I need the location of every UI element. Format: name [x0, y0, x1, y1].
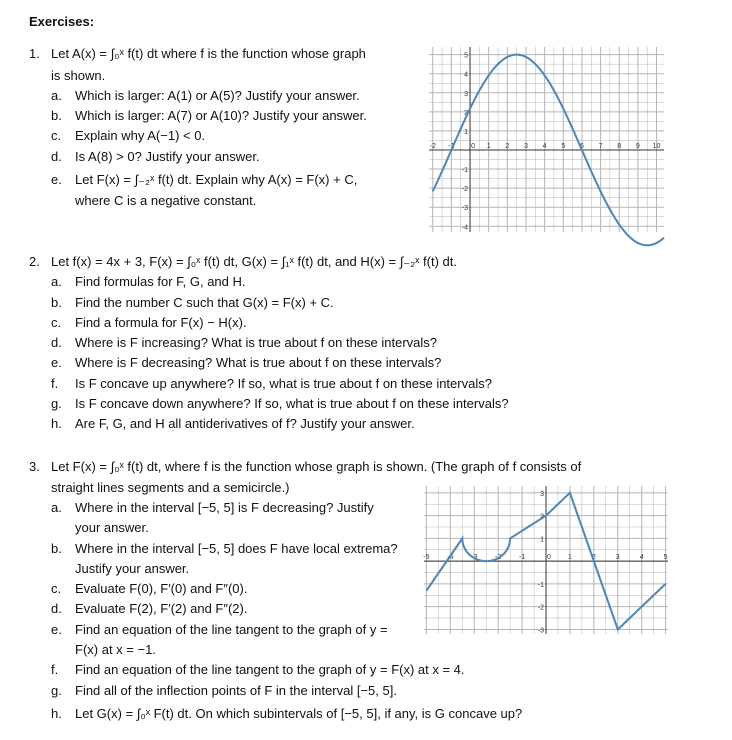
x-tick-label: -1: [448, 142, 455, 150]
ex3-item-text: Find all of the inflection points of F in the interval [−5, 5].: [75, 683, 397, 698]
ex3-item-label: b.: [51, 541, 62, 556]
ex2-item-label: f.: [51, 376, 59, 391]
y-tick-label: 4: [464, 71, 469, 79]
ex1-item-text: Is A(8) > 0? Justify your answer.: [75, 149, 260, 164]
ex2-item-text: Is F concave up anywhere? If so, what is true about f on these intervals?: [75, 376, 492, 391]
ex3-intro-line2: straight lines segments and a semicircle.): [51, 480, 290, 495]
y-tick-label: -2: [461, 186, 469, 194]
x-tick-label: 4: [542, 142, 547, 150]
ex2-item-label: b.: [51, 295, 62, 310]
x-tick-label: -1: [518, 554, 526, 562]
ex3-number: 3.: [29, 459, 40, 474]
x-tick-label: 4: [639, 554, 644, 562]
ex3-item-label: a.: [51, 500, 62, 515]
ex2-item-text: Is F concave down anywhere? If so, what is true about f on these intervals?: [75, 396, 509, 411]
ex3-item-e-continuation: F(x) at x = −1.: [75, 642, 156, 657]
ex3-item-text: Find an equation of the line tangent to the graph of y =: [75, 622, 388, 637]
ex2-item-text: Are F, G, and H all antiderivatives of f? Justify your answer.: [75, 416, 415, 431]
ex2-item-text: Where is F increasing? What is true about f on these intervals?: [75, 335, 438, 350]
x-tick-label: 7: [598, 142, 603, 150]
ex2-item-text: Find the number C such that G(x) = F(x) + C.: [75, 295, 334, 310]
ex3-item-text: Where in the interval [−5, 5] is F decreasing? Justify: [75, 500, 374, 515]
y-tick-label: 5: [464, 52, 469, 60]
x-tick-label: 1: [567, 554, 572, 562]
ex2-item-label: c.: [51, 315, 62, 330]
ex2-item-label: g.: [51, 396, 62, 411]
y-tick-label: 1: [464, 128, 469, 136]
x-tick-label: 8: [617, 142, 622, 150]
y-tick-label: 3: [464, 90, 469, 98]
ex3-intro-line1: Let F(x) = ∫₀ˣ f(t) dt, where f is the function whose graph is shown. (The graph of f consists of: [51, 459, 582, 474]
ex2-item-label: d.: [51, 335, 62, 350]
y-tick-label: -4: [461, 224, 469, 232]
x-tick-label: -3: [471, 554, 478, 562]
y-tick-label: -3: [537, 627, 544, 635]
ex1-function-graph: [429, 47, 664, 232]
ex3-item-label: f.: [51, 662, 59, 677]
ex1-item-text: Which is larger: A(7) or A(10)? Justify your answer.: [75, 108, 367, 123]
x-tick-label: -2: [495, 554, 502, 562]
ex2-item-label: e.: [51, 355, 62, 370]
ex2-item-text: Find a formula for F(x) − H(x).: [75, 315, 247, 330]
ex2-item-label: a.: [51, 274, 62, 289]
ex1-intro-line2: is shown.: [51, 68, 106, 83]
ex1-item-text: Which is larger: A(1) or A(5)? Justify your answer.: [75, 88, 360, 103]
ex2-item-label: h.: [51, 416, 62, 431]
ex3-item-a-continuation: your answer.: [75, 520, 149, 535]
ex3-item-text: Let G(x) = ∫₀ˣ F(t) dt. On which subintervals of [−5, 5], if any, is G concave up?: [75, 706, 523, 721]
x-tick-label: 9: [635, 142, 640, 150]
y-tick-label: -2: [537, 604, 544, 612]
x-tick-label: -5: [423, 554, 430, 562]
x-tick-label: -4: [447, 554, 454, 562]
page-title: Exercises:: [29, 14, 95, 29]
ex3-item-text: Evaluate F(2), F′(2) and F″(2).: [75, 601, 248, 616]
ex2-number: 2.: [29, 254, 40, 269]
ex2-item-text: Find formulas for F, G, and H.: [75, 274, 246, 289]
y-tick-label: -1: [537, 581, 544, 589]
ex1-item-label: e.: [51, 172, 62, 187]
x-tick-label: 10: [652, 142, 661, 150]
y-tick-label: 2: [464, 109, 469, 117]
ex1-item-label: a.: [51, 88, 62, 103]
x-tick-label: 0: [547, 554, 551, 562]
x-tick-label: -2: [429, 142, 436, 150]
y-tick-label: 3: [540, 490, 544, 498]
x-tick-label: 3: [615, 554, 620, 562]
ex3-function-graph: [424, 486, 668, 634]
ex1-number: 1.: [29, 46, 40, 61]
graph2-tick-labels: [423, 491, 667, 635]
x-tick-label: 2: [505, 142, 510, 150]
x-tick-label: 1: [486, 142, 491, 150]
ex2-item-text: Where is F decreasing? What is true about f on these intervals?: [75, 355, 442, 370]
ex3-item-label: g.: [51, 683, 62, 698]
x-tick-label: 5: [663, 554, 668, 562]
ex3-item-text: Where in the interval [−5, 5] does F have local extrema?: [75, 541, 398, 556]
ex1-item-label: c.: [51, 128, 62, 143]
y-tick-label: -3: [461, 205, 469, 213]
ex1-item-e-continuation: where C is a negative constant.: [75, 193, 257, 208]
ex1-item-text: Let F(x) = ∫₋₂ˣ f(t) dt. Explain why A(x) = F(x) + C,: [75, 172, 358, 187]
x-tick-label: 3: [524, 142, 528, 150]
graph2-axes: [424, 486, 668, 634]
ex3-item-text: Evaluate F(0), F′(0) and F″(0).: [75, 581, 248, 596]
ex2-intro: Let f(x) = 4x + 3, F(x) = ∫₀ˣ f(t) dt, G(x) = ∫₁ˣ f(t) dt, and H(x) = ∫₋₂ˣ f(t) dt.: [51, 254, 458, 269]
x-tick-label: 2: [591, 554, 596, 562]
ex1-intro-line1: Let A(x) = ∫₀ˣ f(t) dt where f is the function whose graph: [51, 46, 366, 61]
y-tick-label: -1: [461, 167, 469, 175]
x-tick-label: 6: [579, 142, 584, 150]
ex3-item-label: h.: [51, 706, 62, 721]
ex1-item-label: d.: [51, 149, 62, 164]
ex1-item-text: Explain why A(−1) < 0.: [75, 128, 206, 143]
ex3-item-text: Find an equation of the line tangent to the graph of y = F(x) at x = 4.: [75, 662, 465, 677]
ex3-item-label: c.: [51, 581, 62, 596]
ex3-item-label: e.: [51, 622, 62, 637]
x-tick-label: 5: [561, 142, 566, 150]
ex3-item-label: d.: [51, 601, 62, 616]
ex1-item-label: b.: [51, 108, 62, 123]
y-tick-label: 1: [540, 536, 544, 544]
ex3-item-b-continuation: Justify your answer.: [75, 561, 190, 576]
y-tick-label: 2: [540, 513, 544, 521]
x-tick-label: 0: [471, 142, 475, 150]
